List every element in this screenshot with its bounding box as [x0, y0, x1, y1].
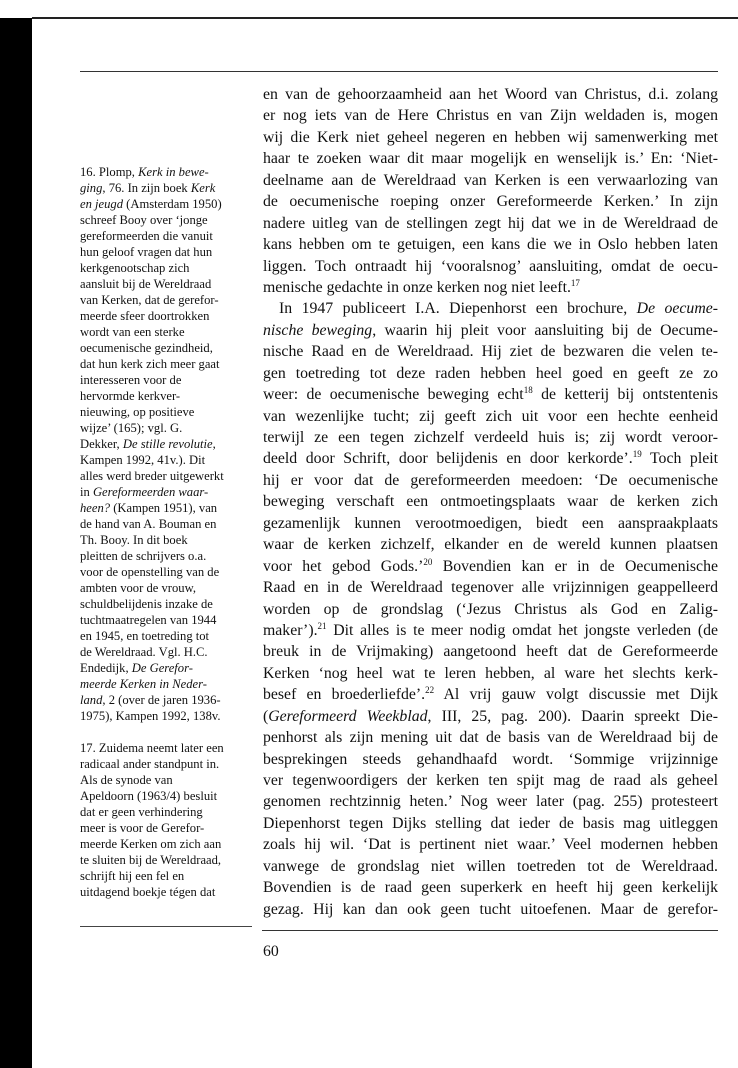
- footnote-reference: 18: [523, 385, 533, 396]
- text-run: kerkgenootschap zich: [80, 261, 190, 275]
- text-run: hervormde kerkver-: [80, 389, 181, 403]
- text-run: de Wereldraad. Vgl. H.C.: [80, 645, 208, 659]
- italic-title: meerde Kerken in Neder-: [80, 677, 207, 691]
- text-run: oecumenische gezindheid,: [80, 341, 213, 355]
- text-line: [263, 620, 718, 641]
- italic-title: Kerk in bewe-: [138, 165, 209, 179]
- footnote: [80, 164, 258, 724]
- text-run: Th. Booy. In dit boek: [80, 533, 188, 547]
- text-run: wijze’ (165); vgl. G.: [80, 421, 183, 435]
- text-run: schuldbelijdenis inzake de: [80, 597, 213, 611]
- text-line: [80, 500, 258, 516]
- main-text-column: [263, 84, 718, 920]
- text-run: voor het gebod Gods.’: [263, 557, 424, 575]
- text-run: (Kampen 1951), van: [110, 501, 218, 515]
- text-run: weer: de oecumenische beweging echt: [263, 386, 524, 404]
- italic-title: land: [80, 693, 103, 707]
- text-run: liggen. Toch ontraadt hij ‘vooralsnog’ aansluiting, omdat de oecu-: [263, 257, 718, 275]
- text-line: [80, 628, 258, 644]
- italic-title: De oecume-: [636, 300, 718, 318]
- text-line: [263, 684, 718, 705]
- text-run: nieuwing, op positieve: [80, 405, 195, 419]
- text-run: zoals hij wil. ‘Dat is pertinent niet waar.’ Veel modernen hebben: [263, 836, 718, 854]
- text-line: [80, 164, 258, 180]
- text-line: [80, 420, 258, 436]
- text-run: Kampen 1992, 41v.). Dit: [80, 453, 206, 467]
- text-line: [263, 577, 718, 598]
- text-run: deelname aan de Wereldraad van Kerken is een verwaarlozing van: [263, 171, 718, 189]
- text-run: interesseren voor de: [80, 373, 182, 387]
- text-line: [263, 320, 718, 341]
- text-line: [263, 513, 718, 534]
- text-run: dat er geen verhindering: [80, 805, 203, 819]
- text-line: [263, 277, 718, 298]
- text-run: de hand van A. Bouman en: [80, 517, 217, 531]
- scan-border-left: [0, 18, 32, 1068]
- text-line: [80, 516, 258, 532]
- text-run: schrijft hij een fel en: [80, 869, 185, 883]
- italic-title: ging: [80, 181, 103, 195]
- text-line: [263, 105, 718, 126]
- text-run: nadere uitleg van de stellingen zegt hij dat we in de Wereldraad de: [263, 214, 718, 232]
- text-run: worden op de grondslag (‘Jezus Christus als God en Zalig-: [263, 600, 718, 618]
- text-line: [80, 580, 258, 596]
- text-run: wordt van een sterke: [80, 325, 185, 339]
- text-line: [263, 856, 718, 877]
- text-run: gezamenlijk kunnen verootmoedigen, biedt een aanspraakplaats: [263, 514, 718, 532]
- text-run: , III, 25, pag. 200). Daarin spreekt Die-: [427, 707, 718, 725]
- text-line: [80, 356, 258, 372]
- text-line: [80, 836, 258, 852]
- text-run: uitdagend boekje tégen dat: [80, 885, 216, 899]
- text-line: [263, 834, 718, 855]
- text-line: [80, 852, 258, 868]
- text-line: [80, 484, 258, 500]
- footnote-reference: 19: [632, 449, 642, 460]
- text-line: [263, 127, 718, 148]
- text-run: aansluit bij de Wereldraad: [80, 277, 212, 291]
- text-run: ,: [212, 437, 216, 451]
- italic-title: nische beweging: [263, 321, 373, 339]
- text-line: [80, 260, 258, 276]
- text-line: [80, 404, 258, 420]
- text-run: dat hun kerk zich meer gaat: [80, 357, 220, 371]
- text-run: alles werd breder uitgewerkt: [80, 469, 224, 483]
- text-run: en 1945, en toetreding tot: [80, 629, 210, 643]
- text-run: gezag. Hij kan dan ook geen tucht uitoefenen. Maar de gerefor-: [263, 900, 718, 918]
- text-line: [80, 756, 258, 772]
- text-run: kans hebben om te getuigen, een kans die we in Oslo hebben laten: [263, 236, 718, 254]
- text-run: besprekingen steeds gehandhaafd wordt. ‘Sommige vrijzinnige: [263, 750, 718, 768]
- text-line: [80, 884, 258, 900]
- text-line: [263, 899, 718, 920]
- sidebar-footer-rule: [80, 926, 252, 927]
- text-line: [80, 308, 258, 324]
- text-line: [80, 372, 258, 388]
- italic-title: Kerk: [190, 181, 216, 195]
- text-line: [263, 234, 718, 255]
- text-run: meer is voor de Gerefor-: [80, 821, 205, 835]
- text-run: er nog iets van de Here Christus en van Zijn weldaden is, mogen: [263, 107, 718, 125]
- text-run: pleitten de schrijvers o.a.: [80, 549, 207, 563]
- text-run: breuk in de Vrijmaking) aangetoond heeft dat de Gereformeerde: [263, 643, 718, 661]
- text-run: de ketterij bij ontstentenis: [532, 386, 718, 404]
- text-run: vanwege de grondslag niet willen toetreden tot de Wereldraad.: [263, 857, 718, 875]
- text-run: gereformeerden die vanuit: [80, 229, 213, 243]
- text-run: Bovendien is de raad geen superkerk en heeft hij geen kerkelijk: [263, 879, 718, 897]
- text-line: [263, 363, 718, 384]
- text-line: [263, 427, 718, 448]
- italic-title: De Gerefor-: [131, 661, 193, 675]
- text-run: deeld door Schrift, door belijdenis en door kerkorde’.: [263, 450, 633, 468]
- scan-border-top: [32, 17, 738, 19]
- footnote-reference: 17: [570, 277, 580, 288]
- text-run: Als de synode van: [80, 773, 173, 787]
- text-line: [263, 170, 718, 191]
- text-line: [80, 740, 258, 756]
- text-run: beweging verschaft een ontmoetingsplaats waar de kerken zich: [263, 493, 718, 511]
- text-line: [80, 324, 258, 340]
- text-line: [80, 772, 258, 788]
- text-run: Bovendien kan er in de Oecumenische: [432, 557, 718, 575]
- text-line: [80, 452, 258, 468]
- text-line: [80, 676, 258, 692]
- text-line: [80, 708, 258, 724]
- text-line: [263, 491, 718, 512]
- text-line: [263, 448, 718, 469]
- text-line: [80, 468, 258, 484]
- text-run: haar te zoeken waar dit maar mogelijk en wenselijk is.’ En: ‘Niet-: [263, 150, 718, 168]
- text-line: [263, 213, 718, 234]
- text-line: [263, 470, 718, 491]
- text-line: [263, 556, 718, 577]
- footnote: [80, 740, 258, 900]
- text-run: terwijl ze een tegen zichzelf verdeeld huis is; zij wordt veroor-: [263, 429, 718, 446]
- footnote-reference: 22: [425, 685, 435, 696]
- text-line: [263, 256, 718, 277]
- text-line: [263, 298, 718, 319]
- text-line: [80, 788, 258, 804]
- text-run: menische gedachte in onze kerken nog niet leeft.: [263, 278, 571, 296]
- text-line: [80, 612, 258, 628]
- text-run: 17. Zuidema neemt later een: [80, 741, 224, 755]
- text-run: Dit alles is te meer nodig omdat het jongste verleden (de: [326, 621, 718, 639]
- text-line: [263, 148, 718, 169]
- text-line: [80, 660, 258, 676]
- text-line: [263, 406, 718, 427]
- text-line: [80, 388, 258, 404]
- text-line: [263, 384, 718, 405]
- text-line: [80, 644, 258, 660]
- text-run: gen toetreding tot deze raden hebben heel goed en geeft ze zo: [263, 364, 718, 382]
- text-run: schreef Booy over ‘jonge: [80, 213, 208, 227]
- text-line: [80, 292, 258, 308]
- text-line: [263, 534, 718, 555]
- text-run: Endedijk,: [80, 661, 132, 675]
- text-run: van Kerken, dat de gerefor-: [80, 293, 219, 307]
- text-run: in: [80, 485, 93, 499]
- text-run: waar de kerken zichzelf, elkander en de wereld kunnen plaatsen: [263, 536, 718, 554]
- text-run: nische Raad en de Wereldraad. Hij ziet de bezwaren die velen te-: [263, 343, 718, 361]
- text-run: wij die Kerk niet geheel negeren en hebben wij samenwerking met: [263, 128, 718, 146]
- italic-title: De stille revolutie: [122, 437, 213, 451]
- text-run: Dekker,: [80, 437, 123, 451]
- text-run: Toch pleit: [641, 450, 719, 468]
- text-run: (Amsterdam 1950): [123, 197, 222, 211]
- footnote-reference: 21: [317, 620, 327, 631]
- text-line: [80, 228, 258, 244]
- text-run: genomen rechtzinnig heten.’ Nog weer later (pag. 255) protesteert: [263, 793, 718, 811]
- text-line: [80, 532, 258, 548]
- text-run: Diepenhorst tegen Dijks stelling dat ieder de basis mag uitleggen: [263, 814, 718, 832]
- text-run: radicaal ander standpunt in.: [80, 757, 220, 771]
- text-line: [80, 196, 258, 212]
- italic-title: heen?: [80, 501, 111, 515]
- text-run: en van de gehoorzaamheid aan het Woord van Christus, d.i. zolang: [263, 86, 718, 103]
- text-run: de oecumenische roeping onzer Gereformeerde Kerken.’ In zijn: [263, 193, 718, 211]
- text-line: [263, 813, 718, 834]
- text-line: [80, 820, 258, 836]
- text-run: 1975), Kampen 1992, 138v.: [80, 709, 221, 723]
- text-run: penhorst als zijn mening uit dat de basis van de Wereldraad bij de: [263, 729, 718, 747]
- footnote-reference: 20: [423, 556, 433, 567]
- text-run: maker’).: [263, 621, 318, 639]
- italic-title: en jeugd: [80, 197, 124, 211]
- text-run: meerde sfeer doortrokken: [80, 309, 210, 323]
- text-line: [263, 84, 718, 105]
- text-line: [80, 340, 258, 356]
- text-run: Al vrij gauw volgt discussie met Dijk: [434, 686, 718, 704]
- page-number: 60: [263, 943, 279, 960]
- text-line: [263, 191, 718, 212]
- text-line: [263, 663, 718, 684]
- text-line: [80, 548, 258, 564]
- text-run: , 76. In zijn boek: [102, 181, 191, 195]
- text-run: meerde Kerken om zich aan: [80, 837, 222, 851]
- text-run: 16. Plomp,: [80, 165, 139, 179]
- text-line: [263, 641, 718, 662]
- text-run: hun geloof vragen dat hun: [80, 245, 213, 259]
- text-line: [263, 341, 718, 362]
- text-line: [80, 436, 258, 452]
- text-run: (: [263, 707, 269, 725]
- text-run: van wezenlijke tucht; zij geeft zich uit voor een hechte eenheid: [263, 407, 718, 425]
- text-run: Kerken ‘nog heel wat te leren hebben, al ware het slechts kerk-: [263, 664, 718, 682]
- text-run: tuchtmaatregelen van 1944: [80, 613, 217, 627]
- text-line: [263, 749, 718, 770]
- text-run: voor de openstelling van de: [80, 565, 220, 579]
- text-line: [263, 770, 718, 791]
- text-run: , waarin hij pleit voor aansluiting bij de Oecume-: [372, 321, 718, 339]
- text-line: [263, 791, 718, 812]
- text-line: [80, 564, 258, 580]
- text-line: [263, 727, 718, 748]
- text-line: [80, 692, 258, 708]
- footer-rule: [262, 930, 718, 931]
- text-run: ver tegenwoordigers der kerken ten spijt mag de raad als geheel: [263, 772, 718, 789]
- text-run: , 2 (over de jaren 1936-: [102, 693, 221, 707]
- text-line: [80, 276, 258, 292]
- text-line: [263, 877, 718, 898]
- text-line: [80, 596, 258, 612]
- text-line: [80, 180, 258, 196]
- header-rule: [80, 71, 718, 72]
- text-run: Apeldoorn (1963/4) besluit: [80, 789, 218, 803]
- text-run: hij er voor dat de gereformeerden meedoen: ‘De oecumenische: [263, 471, 718, 489]
- text-line: [263, 599, 718, 620]
- italic-title: Gereformeerd Weekblad: [268, 707, 428, 725]
- text-line: [80, 868, 258, 884]
- text-run: Raad en in de Wereldraad tegenover alle vrijzinnigen geappelleerd: [263, 579, 718, 597]
- text-line: [263, 706, 718, 727]
- text-line: [80, 244, 258, 260]
- text-run: ambten voor de vrouw,: [80, 581, 196, 595]
- footnotes-sidebar: [80, 164, 258, 916]
- text-run: te sluiten bij de Wereldraad,: [80, 853, 222, 867]
- text-line: [80, 804, 258, 820]
- text-run: besef en broederliefde’.: [263, 686, 426, 704]
- text-run: In 1947 publiceert I.A. Diepenhorst een brochure,: [279, 300, 637, 318]
- italic-title: Gereformeerden waar-: [92, 485, 209, 499]
- text-line: [80, 212, 258, 228]
